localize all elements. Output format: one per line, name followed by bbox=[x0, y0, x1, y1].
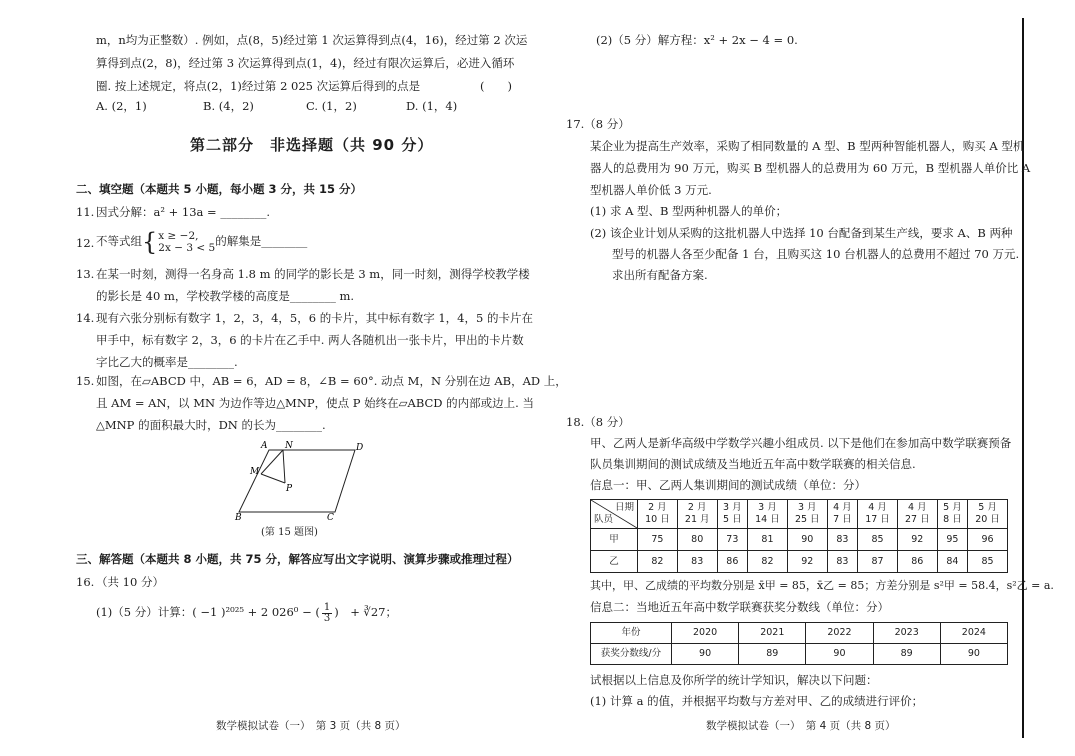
score-cell: 87 bbox=[858, 551, 898, 573]
q10-line3: 圈. 按上述规定，将点(2，1)经过第 2 025 次运算后得到的点是 bbox=[96, 79, 421, 93]
score-cell: 83 bbox=[827, 551, 857, 573]
q12-post: 的解集是________ bbox=[215, 234, 308, 248]
q12-row2: 2x − 3 < 5 bbox=[158, 242, 216, 254]
date-month: 3 月 bbox=[723, 502, 742, 513]
q16-score: （共 10 分） bbox=[96, 575, 164, 589]
date-cell bbox=[937, 500, 967, 529]
score-cell: 92 bbox=[787, 551, 827, 573]
threshold-cell: 90 bbox=[940, 644, 1007, 665]
year-label: 年份 bbox=[591, 623, 672, 644]
threshold-cell: 89 bbox=[873, 644, 940, 665]
q16-num: 16. bbox=[76, 575, 95, 589]
q10-option-a: A. (2，1) bbox=[96, 99, 147, 113]
date-cell bbox=[638, 500, 678, 529]
date-month: 5 月 bbox=[943, 502, 962, 513]
date-day: 5 日 bbox=[723, 514, 742, 525]
q14-num: 14. bbox=[76, 311, 95, 325]
year-cell: 2022 bbox=[806, 623, 873, 644]
corner-cell bbox=[591, 500, 638, 529]
q18-line2: 队员集训期间的测试成绩及当地近五年高中数学联赛的相关信息. bbox=[590, 457, 916, 471]
q16-fraction-num: 1 bbox=[323, 601, 331, 613]
q12-row1: x ≥ −2, bbox=[158, 230, 199, 242]
label-p: P bbox=[286, 484, 293, 494]
table-row-yi bbox=[591, 551, 1008, 573]
date-day: 27 日 bbox=[905, 514, 930, 525]
scores-table bbox=[590, 499, 1008, 573]
right-page bbox=[540, 0, 1075, 756]
label-n: N bbox=[285, 441, 293, 451]
score-cell: 90 bbox=[787, 529, 827, 551]
q13-num: 13. bbox=[76, 267, 95, 281]
q16-part1 bbox=[96, 600, 397, 624]
q13-line2: 的影长是 40 m，学校教学楼的高度是________ m. bbox=[96, 289, 355, 303]
threshold-cell: 90 bbox=[806, 644, 873, 665]
table-row-jia bbox=[591, 529, 1008, 551]
date-cell bbox=[897, 500, 937, 529]
q14-line3: 字比乙大的概率是________. bbox=[96, 355, 238, 369]
corner-member-label: 队员 bbox=[594, 514, 614, 525]
threshold-value-row bbox=[591, 644, 1008, 665]
score-cell: 82 bbox=[748, 551, 788, 573]
threshold-cell: 89 bbox=[739, 644, 806, 665]
year-cell: 2023 bbox=[873, 623, 940, 644]
q18-info1: 信息一：甲、乙两人集训期间的测试成绩（单位：分） bbox=[590, 478, 866, 492]
threshold-cell: 90 bbox=[672, 644, 739, 665]
q14-line2: 甲手中，标有数字 2，3，6 的卡片在乙手中. 两人各随机出一张卡片，甲出的卡片数 bbox=[96, 333, 524, 347]
date-month: 4 月 bbox=[833, 502, 852, 513]
score-cell: 81 bbox=[748, 529, 788, 551]
score-cell: 80 bbox=[677, 529, 717, 551]
label-m: M bbox=[250, 467, 260, 477]
q15-line1: 如图，在▱ABCD 中，AB = 6，AD = 8，∠B = 60°. 动点 M，N 分别在边 AB，AD 上， bbox=[96, 374, 567, 388]
year-cell: 2020 bbox=[672, 623, 739, 644]
q10-option-b: B. (4，2) bbox=[203, 99, 254, 113]
score-cell: 82 bbox=[638, 551, 678, 573]
score-cell: 92 bbox=[897, 529, 937, 551]
q12-system bbox=[158, 230, 215, 254]
q10-option-d: D. (1，4) bbox=[406, 99, 458, 113]
q12-text bbox=[96, 226, 307, 256]
score-cell: 85 bbox=[968, 551, 1008, 573]
q18-info2: 信息二：当地近五年高中数学联赛获奖分数线（单位：分） bbox=[590, 600, 889, 614]
answer-section-title: 三、解答题（本题共 8 小题，共 75 分，解答应写出文字说明、演算步骤或推理过程） bbox=[76, 552, 519, 566]
q17-line2: 器人的总费用为 90 万元，购买 B 型机器人的总费用为 60 万元，B 型机器人单价比 A bbox=[590, 161, 1031, 175]
part2-title: 第二部分 非选择题（共 90 分） bbox=[190, 136, 434, 154]
q17-sub1: (1) 求 A 型、B 型两种机器人的单价； bbox=[590, 204, 788, 218]
date-cell bbox=[968, 500, 1008, 529]
date-cell bbox=[858, 500, 898, 529]
score-cell: 75 bbox=[638, 529, 678, 551]
q15-num: 15. bbox=[76, 374, 95, 388]
date-day: 17 日 bbox=[865, 514, 890, 525]
date-month: 4 月 bbox=[868, 502, 887, 513]
date-month: 2 月 bbox=[648, 502, 667, 513]
score-cell: 83 bbox=[827, 529, 857, 551]
fill-section-title: 二、填空题（本题共 5 小题，每小题 3 分，共 15 分） bbox=[76, 182, 363, 196]
corner-date-label: 日期 bbox=[614, 502, 634, 513]
parallelogram-abcd bbox=[239, 450, 355, 512]
label-a: A bbox=[261, 441, 268, 451]
segment-mp bbox=[261, 474, 285, 483]
right-footer: 数学模拟试卷（一） 第 4 页（共 8 页） bbox=[706, 720, 896, 732]
q18-ask: 试根据以上信息及你所学的统计学知识，解决以下问题： bbox=[590, 673, 878, 687]
date-day: 8 日 bbox=[943, 514, 962, 525]
q16-part2: (2)（5 分）解方程：x² + 2x − 4 = 0. bbox=[596, 33, 798, 47]
threshold-label: 获奖分数线/分 bbox=[591, 644, 672, 665]
q17-sub2-line1: (2) 该企业计划从采购的这批机器人中选择 10 台配备到某生产线，要求 A、B 两种 bbox=[590, 226, 1013, 240]
date-day: 21 月 bbox=[684, 514, 710, 525]
segment-mn bbox=[261, 450, 283, 474]
threshold-header-row bbox=[591, 623, 1008, 644]
date-month: 2 月 bbox=[687, 502, 707, 513]
threshold-table bbox=[590, 622, 1008, 665]
date-cell bbox=[748, 500, 788, 529]
q15-figure bbox=[225, 438, 375, 523]
q12-pre: 不等式组 bbox=[96, 234, 142, 248]
q12-num: 12. bbox=[76, 236, 95, 250]
q11-text: 因式分解：a² + 13a = ________. bbox=[96, 205, 271, 219]
score-cell: 96 bbox=[968, 529, 1008, 551]
date-day: 14 日 bbox=[755, 514, 780, 525]
left-footer: 数学模拟试卷（一） 第 3 页（共 8 页） bbox=[216, 720, 406, 732]
year-cell: 2021 bbox=[739, 623, 806, 644]
date-day: 7 日 bbox=[833, 514, 852, 525]
date-month: 5 月 bbox=[978, 502, 997, 513]
q13-line1: 在某一时刻，测得一名身高 1.8 m 的同学的影长是 3 m，同一时刻，测得学校教学楼 bbox=[96, 267, 530, 281]
q10-line2: 算得到点(2，8)，经过第 3 次运算得到点(1，4)，经过有限次运算后，必进入循环 bbox=[96, 56, 515, 70]
q18-sub1: (1) 计算 a 的值，并根据平均数与方差对甲、乙的成绩进行评价； bbox=[590, 694, 924, 708]
q18-line1: 甲、乙两人是新华高级中学数学兴趣小组成员. 以下是他们在参加高中数学联赛预备 bbox=[590, 436, 1012, 450]
date-month: 3 月 bbox=[797, 502, 817, 513]
score-cell: 86 bbox=[897, 551, 937, 573]
q16-fraction-den: 3 bbox=[323, 612, 331, 624]
year-cell: 2024 bbox=[940, 623, 1007, 644]
q16-fraction bbox=[322, 603, 332, 624]
date-day: 25 日 bbox=[794, 514, 820, 525]
q10-option-c: C. (1，2) bbox=[306, 99, 357, 113]
q17-sub2-line3: 求出所有配备方案. bbox=[612, 268, 708, 282]
q15-line2: 且 AM = AN，以 MN 为边作等边△MNP，使点 P 始终在▱ABCD 的内部或边上. 当 bbox=[96, 396, 534, 410]
q18-stat-line: 其中，甲、乙成绩的平均数分别是 x̄甲 = 85，x̄乙 = 85；方差分别是 s²甲 = 58.4，s²乙 = a. bbox=[590, 579, 1054, 592]
q17-line3: 型机器人单价低 3 万元. bbox=[590, 183, 712, 197]
score-cell: 85 bbox=[858, 529, 898, 551]
date-cell bbox=[717, 500, 747, 529]
date-month: 4 月 bbox=[908, 502, 927, 513]
q12-brace: { bbox=[142, 228, 158, 256]
label-b: B bbox=[235, 513, 242, 523]
q16-part1-end: ) + ∛27； bbox=[334, 605, 397, 619]
q14-line1: 现有六张分别标有数字 1，2，3，4，5，6 的卡片，其中标有数字 1，4，5 的卡片在 bbox=[96, 311, 533, 325]
q10-line1: m，n均为正整数）. 例如，点(8，5)经过第 1 次运算得到点(4，16)，经过第 2 次运 bbox=[96, 33, 528, 47]
member-name: 乙 bbox=[591, 551, 638, 573]
q18-head: 18.（8 分） bbox=[566, 415, 630, 429]
score-cell: 84 bbox=[937, 551, 967, 573]
date-cell bbox=[677, 500, 717, 529]
q16-part1-start: (1)（5 分）计算：( −1 )²⁰²⁵ + 2 026⁰ − ( bbox=[96, 605, 320, 619]
q17-line1: 某企业为提高生产效率，采购了相同数量的 A 型、B 型两种智能机器人，购买 A 型机 bbox=[590, 139, 1025, 153]
score-cell: 83 bbox=[677, 551, 717, 573]
q10-answer-paren: ( ) bbox=[480, 79, 512, 93]
segment-np bbox=[283, 450, 285, 483]
date-cell bbox=[787, 500, 827, 529]
score-cell: 86 bbox=[717, 551, 747, 573]
score-cell: 95 bbox=[937, 529, 967, 551]
date-month: 3 月 bbox=[758, 502, 777, 513]
score-cell: 73 bbox=[717, 529, 747, 551]
date-cell bbox=[827, 500, 857, 529]
q17-head: 17.（8 分） bbox=[566, 117, 630, 131]
q17-sub2-line2: 型号的机器人各至少配备 1 台，且购买这 10 台机器人的总费用不超过 70 万元. bbox=[612, 247, 1020, 261]
date-day: 20 日 bbox=[975, 514, 1000, 525]
q15-line3: △MNP 的面积最大时，DN 的长为________. bbox=[96, 418, 326, 432]
member-name: 甲 bbox=[591, 529, 638, 551]
scores-table-header bbox=[591, 500, 1008, 529]
date-day: 10 日 bbox=[645, 514, 670, 525]
q11-num: 11. bbox=[76, 205, 95, 219]
label-d: D bbox=[356, 443, 364, 453]
q15-figure-caption: (第 15 题图) bbox=[261, 527, 318, 538]
label-c: C bbox=[327, 513, 334, 523]
